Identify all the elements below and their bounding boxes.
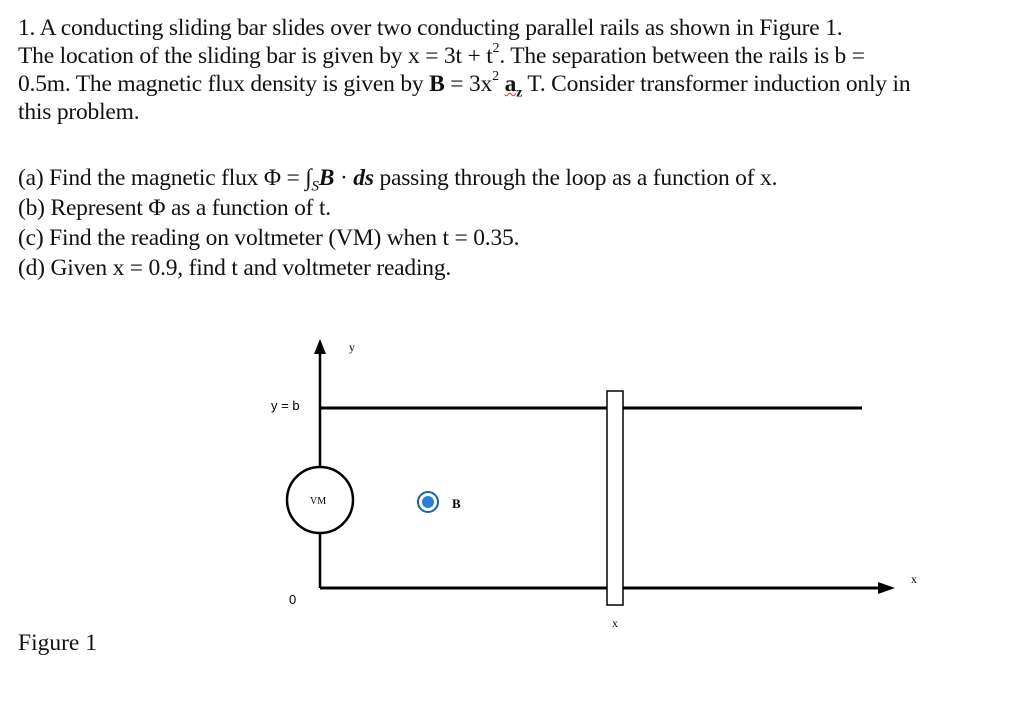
y-equals-b-label: y = b xyxy=(271,398,300,413)
x-axis-arrow-icon xyxy=(878,582,895,594)
integral-sign: ∫ xyxy=(305,165,312,191)
problem-text-3b: = 3x xyxy=(444,71,493,97)
origin-label: 0 xyxy=(289,592,297,607)
part-b: (b) Represent Φ as a function of t. xyxy=(18,195,331,221)
problem-text-2a: The location of the sliding bar is given by x = 3t + t xyxy=(18,43,493,69)
sliding-bar xyxy=(607,391,623,605)
bar-position-label: x xyxy=(612,616,618,630)
field-dot-icon xyxy=(422,496,434,508)
field-vector: B xyxy=(318,165,335,191)
problem-number: 1. xyxy=(18,15,36,41)
exponent: 2 xyxy=(492,41,500,57)
y-axis-label: y xyxy=(349,340,355,354)
dot-operator: · xyxy=(334,165,354,191)
field-label: B xyxy=(452,496,461,511)
x-axis-label: x xyxy=(911,572,917,586)
area-element: ds xyxy=(353,165,374,191)
part-a-prefix: (a) Find the magnetic flux Φ = xyxy=(18,165,306,191)
problem-text-3a: 0.5m. The magnetic flux density is given by xyxy=(18,71,430,97)
problem-text-4: this problem. xyxy=(18,99,140,125)
part-d: (d) Given x = 0.9, find t and voltmeter reading. xyxy=(18,255,452,281)
problem-text-2b: . The separation between the rails is b = xyxy=(499,43,865,69)
figure-caption: Figure 1 xyxy=(18,630,97,656)
problem-text-1: A conducting sliding bar slides over two conducting parallel rails as shown in Figure 1. xyxy=(39,15,843,41)
voltmeter-label: VM xyxy=(310,496,327,507)
unit-vector-a: a xyxy=(504,71,517,97)
y-axis-arrow-icon xyxy=(314,339,326,354)
part-a-suffix: passing through the loop as a function of x. xyxy=(373,165,778,191)
unit-vector-sub: z xyxy=(516,85,523,101)
field-symbol: B xyxy=(429,71,445,97)
part-c: (c) Find the reading on voltmeter (VM) when t = 0.35. xyxy=(18,225,520,251)
problem-text-3d: T. Consider transformer induction only in xyxy=(522,71,911,97)
integral-subscript: S xyxy=(311,178,319,195)
exponent: 2 xyxy=(492,69,499,85)
